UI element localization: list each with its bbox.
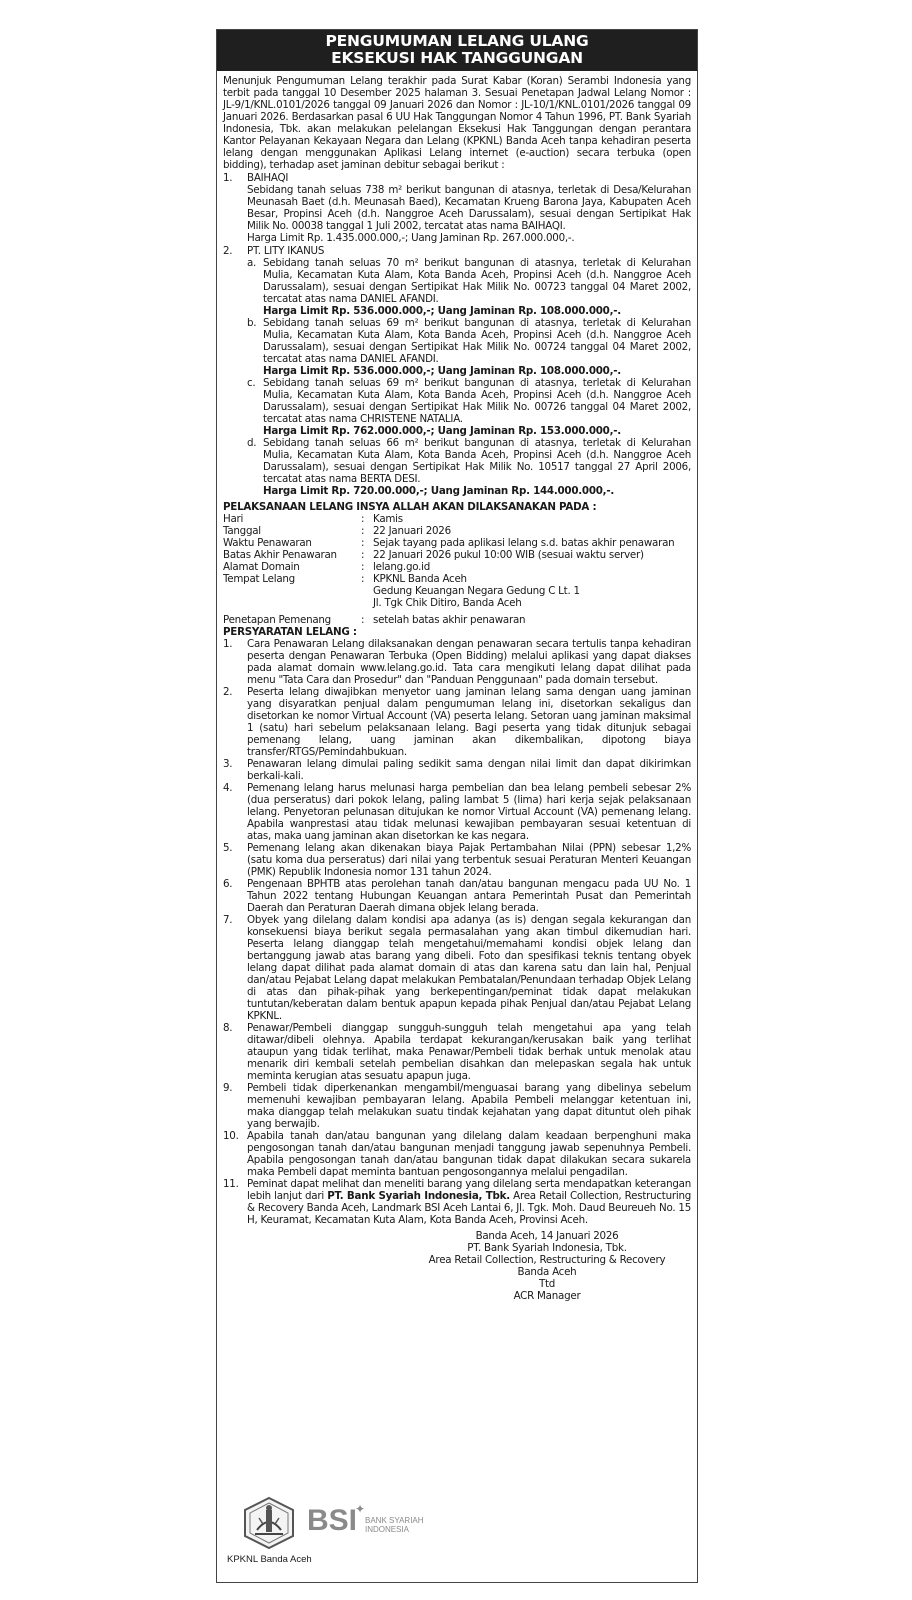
- venue-street: Jl. Tgk Chik Ditiro, Banda Aceh: [373, 597, 522, 609]
- asset-letter: a.: [247, 257, 257, 269]
- title-line-2: EKSEKUSI HAK TANGGUNGAN: [331, 49, 583, 67]
- schedule-row: Hari : Kamis: [223, 513, 691, 525]
- requirement-number: 7.: [223, 914, 233, 926]
- requirement-item: [223, 782, 691, 842]
- requirement-text: Penawar/Pembeli dianggap sungguh-sungguh telah mengetahui apa yang telah ditawar/dibeli olehnya. Apabila terdapat kekurangan/kerusakan baik yang terlihat ataupun yang tidak terlihat, maka Penawar/Pembeli tidak berhak untuk menolak atau menarik diri kembali setelah pembelian disahkan dan melepaskan segala hak untuk meminta kerugian atas sesuatu apapun juga.: [247, 1022, 691, 1082]
- requirement-item: [223, 1022, 691, 1082]
- bsi-subtitle-line-1: BANK SYARIAH: [365, 1516, 424, 1525]
- debtor-name: PT. LITY IKANUS: [247, 245, 325, 257]
- asset-description: Sebidang tanah seluas 738 m² berikut bangunan di atasnya, terletak di Desa/Kelurahan Meunasah Baet (d.h. Meunasah Baed), Kecamatan Krueng Barona Jaya, Kabupaten Aceh Besar, Propinsi Aceh (d.h. Nanggroe Aceh Darussalam), sesuai dengan Sertipikat Hak Milik No. 00038 tanggal 1 Juli 2002, tercatat atas nama BAIHAQI.: [247, 184, 691, 232]
- bsi-wordmark: BSI: [307, 1504, 358, 1537]
- debtor-item: [223, 172, 691, 244]
- schedule-label: Waktu Penawaran: [223, 537, 312, 549]
- requirement-item: [223, 914, 691, 1022]
- signature-block: [403, 1230, 691, 1302]
- asset-sub-item: [247, 377, 691, 437]
- debtor-number: 2.: [223, 245, 233, 257]
- schedule-row: Batas Akhir Penawaran : 22 Januari 2026 pukul 10:00 WIB (sesuai waktu server): [223, 549, 691, 561]
- schedule-heading: PELAKSANAAN LELANG INSYA ALLAH AKAN DILAKSANAKAN PADA :: [223, 501, 597, 513]
- schedule-row: Waktu Penawaran : Sejak tayang pada aplikasi lelang s.d. batas akhir penawaran: [223, 537, 691, 549]
- signature-place-date: Banda Aceh, 14 Januari 2026: [475, 1230, 619, 1242]
- requirement-text: Pembeli tidak diperkenankan mengambil/menguasai barang yang dibelinya sebelum memenuhi kewajiban pembayaran lelang. Apabila Pembeli melanggar ketentuan ini, maka dianggap telah melakukan suatu tindak kejahatan yang dapat dituntut oleh pihak yang berwajib.: [247, 1082, 691, 1130]
- requirement-item: [223, 1178, 691, 1226]
- schedule-label: Alamat Domain: [223, 561, 300, 573]
- schedule-label: Batas Akhir Penawaran: [223, 549, 337, 561]
- requirement-text: [247, 1178, 691, 1226]
- schedule-value: lelang.go.id: [373, 561, 431, 573]
- requirement-number: 3.: [223, 758, 233, 770]
- requirement-text: Pemenang lelang akan dikenakan biaya Pajak Pertambahan Nilai (PPN) sebesar 1,2% (satu koma dua perseratus) dari nilai yang terbentuk sesuai Peraturan Menteri Keuangan (PMK) Republik Indonesia nomor 131 tahun 2024.: [247, 842, 691, 878]
- requirement-text: Pengenaan BPHTB atas perolehan tanah dan/atau bangunan mengacu pada UU No. 1 Tahun 2022 tentang Hubungan Keuangan antara Pemerintah Pusat dan Pemerintah Daerah dan Peraturan Daerah dimana objek lelang berada.: [247, 878, 691, 914]
- asset-letter: c.: [247, 377, 256, 389]
- signature-company: PT. Bank Syariah Indonesia, Tbk.: [467, 1242, 627, 1254]
- debtor-item: [223, 245, 691, 497]
- requirement-number: 10.: [223, 1130, 239, 1142]
- schedule-value: 22 Januari 2026: [373, 525, 451, 537]
- signature-role: ACR Manager: [513, 1290, 581, 1302]
- requirement-number: 6.: [223, 878, 233, 890]
- schedule-label: Hari: [223, 513, 244, 525]
- bsi-subtitle-line-2: INDONESIA: [365, 1525, 410, 1534]
- title-banner: [217, 30, 697, 71]
- announcement-content: [217, 71, 697, 1302]
- schedule-label: Tempat Lelang: [223, 573, 295, 585]
- schedule-value: Kamis: [373, 513, 403, 525]
- requirement-text: Penawaran lelang dimulai paling sedikit sama dengan nilai limit dan dapat dikirimkan berkali-kali.: [247, 758, 691, 782]
- requirement-number: 2.: [223, 686, 233, 698]
- asset-sub-item: [247, 437, 691, 497]
- requirement-text: Obyek yang dilelang dalam kondisi apa adanya (as is) dengan segala kekurangan dan konsekuensi biaya berikut segala permasalahan yang akan timbul dikemudian hari. Peserta lelang dianggap telah mengetahui/memahami kondisi objek lelang dan bertanggung jawab atas barang yang dibeli. Foto dan spesifikasi teknis tentang obyek lelang dapat dilihat pada alamat domain di atas dan karena satu dan lain hal, Penjual dan/atau Pejabat Lelang dapat melakukan Pembatalan/Penundaan terhadap Objek Lelang di atas dan pihak-pihak yang berkepentingan/peminat tidak dapat melakukan tuntutan/keberatan dalam bentuk apapun kepada pihak Penjual dan/atau Pejabat Lelang KPKNL.: [247, 914, 691, 1022]
- schedule-label: Penetapan Pemenang: [223, 614, 331, 626]
- schedule-row: Penetapan Pemenang : setelah batas akhir penawaran: [223, 614, 691, 626]
- requirements-heading: PERSYARATAN LELANG :: [223, 626, 357, 638]
- schedule-value: setelah batas akhir penawaran: [373, 614, 526, 626]
- requirement-item: [223, 1082, 691, 1130]
- requirement-item: [223, 878, 691, 914]
- requirement-number: 8.: [223, 1022, 233, 1034]
- schedule-value: 22 Januari 2026 pukul 10:00 WIB (sesuai waktu server): [373, 549, 644, 561]
- intro-paragraph: Menunjuk Pengumuman Lelang terakhir pada Surat Kabar (Koran) Serambi Indonesia yang terbit pada tanggal 10 Desember 2025 halaman 3. Sesuai Penetapan Jadwal Lelang Nomor : JL-9/1/KNL.0101/2026 tanggal 09 Januari 2026 dan Nomor : JL-10/1/KNL.0101/2026 tanggal 09 Januari 2026. Berdasarkan pasal 6 UU Hak Tanggungan Nomor 4 Tahun 1996, PT. Bank Syariah Indonesia, Tbk. akan melakukan pelelangan Eksekusi Hak Tanggungan dengan perantara Kantor Pelayanan Kekayaan Negara dan Lelang (KPKNL) Banda Aceh tanpa kehadiran peserta lelang dengan menggunakan Aplikasi Lelang internet (e-auction) secara terbuka (open bidding), terhadap aset jaminan debitur sebagai berikut :: [223, 75, 691, 171]
- asset-sub-item: [247, 317, 691, 377]
- asset-price: Harga Limit Rp. 720.00.000,-; Uang Jaminan Rp. 144.000.000,-.: [263, 485, 615, 497]
- announcement-frame: [216, 29, 698, 1583]
- asset-price: Harga Limit Rp. 1.435.000.000,-; Uang Jaminan Rp. 267.000.000,-.: [247, 232, 575, 244]
- asset-description: Sebidang tanah seluas 69 m² berikut bangunan di atasnya, terletak di Kelurahan Mulia, Kecamatan Kuta Alam, Kota Banda Aceh, Propinsi Aceh (d.h. Nanggroe Aceh Darussalam), sesuai dengan Sertipikat Hak Milik No. 00724 tanggal 04 Maret 2002, tercatat atas nama DANIEL AFANDI.: [263, 317, 691, 365]
- requirement-number: 4.: [223, 782, 233, 794]
- bsi-subtitle: [365, 1516, 424, 1534]
- star-icon: ✦: [355, 1502, 366, 1516]
- requirement-item: [223, 758, 691, 782]
- debtor-name: BAIHAQI: [247, 172, 289, 184]
- bank-name: PT. Bank Syariah Indonesia, Tbk.: [327, 1190, 510, 1202]
- requirement-text: Pemenang lelang harus melunasi harga pembelian dan bea lelang pembeli sebesar 2% (dua perseratus) dari pokok lelang, paling lambat 5 (lima) hari kerja sejak pelaksanaan lelang. Penyetoran pelunasan ditujukan ke nomor Virtual Account (VA) pemenang lelang. Apabila wanprestasi atau tidak melunasi kewajiban pembayaran sesuai ketentuan di atas, maka uang jaminan akan disetorkan ke kas negara.: [247, 782, 691, 842]
- asset-letter: b.: [247, 317, 257, 329]
- asset-price: Harga Limit Rp. 762.000.000,-; Uang Jaminan Rp. 153.000.000,-.: [263, 425, 621, 437]
- requirement-item: [223, 842, 691, 878]
- signature-unit: Area Retail Collection, Restructuring & Recovery: [428, 1254, 666, 1266]
- bsi-logo: [307, 1504, 427, 1544]
- requirement-item: [223, 686, 691, 758]
- asset-letter: d.: [247, 437, 257, 449]
- requirement-number: 11.: [223, 1178, 239, 1190]
- asset-description: Sebidang tanah seluas 66 m² berikut bangunan di atasnya, terletak di Kelurahan Mulia, Kecamatan Kuta Alam, Kota Banda Aceh, Propinsi Aceh (d.h. Nanggroe Aceh Darussalam), sesuai dengan Sertipikat Hak Milik No. 10517 tanggal 27 April 2006, tercatat atas nama BERTA DESI.: [263, 437, 691, 485]
- schedule-value: KPKNL Banda Aceh: [373, 573, 467, 585]
- requirement-text: Apabila tanah dan/atau bangunan yang dilelang dalam keadaan berpenghuni maka pengosongan tanah dan/atau bangunan menjadi tanggung jawab sepenuhnya Pembeli. Apabila pengosongan tanah dan/atau bangunan tidak dapat dilakukan secara sukarela maka Pembeli dapat meminta bantuan pengosongannya melalui pengadilan.: [247, 1130, 691, 1178]
- venue-building: Gedung Keuangan Negara Gedung C Lt. 1: [373, 585, 580, 597]
- schedule-row: Tanggal : 22 Januari 2026: [223, 525, 691, 537]
- requirement-number: 5.: [223, 842, 233, 854]
- requirement-item: [223, 1130, 691, 1178]
- requirement-item: [223, 638, 691, 686]
- requirement-number: 9.: [223, 1082, 233, 1094]
- schedule-label: Tanggal: [223, 525, 261, 537]
- signature-city: Banda Aceh: [517, 1266, 577, 1278]
- asset-sub-item: [247, 257, 691, 317]
- logos-area: [223, 1494, 433, 1574]
- asset-price: Harga Limit Rp. 536.000.000,-; Uang Jaminan Rp. 108.000.000,-.: [263, 365, 621, 377]
- kpknl-caption: KPKNL Banda Aceh: [227, 1554, 312, 1565]
- requirement-text-pre: Peminat dapat melihat dan meneliti barang yang dilelang serta mendapatkan keterangan lebih lanjut dari: [247, 1178, 691, 1202]
- requirement-number: 1.: [223, 638, 233, 650]
- requirement-text-post: Area Retail Collection, Restructuring & Recovery Banda Aceh, Landmark BSI Aceh Lantai 6, Jl. Tgk. Moh. Daud Beureueh No. 15 H, Keuramat, Kecamatan Kuta Alam, Kota Banda Aceh, Provinsi Aceh.: [247, 1190, 691, 1226]
- asset-description: Sebidang tanah seluas 70 m² berikut bangunan di atasnya, terletak di Kelurahan Mulia, Kecamatan Kuta Alam, Kota Banda Aceh, Propinsi Aceh (d.h. Nanggroe Aceh Darussalam), sesuai dengan Sertipikat Hak Milik No. 00723 tanggal 04 Maret 2002, tercatat atas nama DANIEL AFANDI.: [263, 257, 691, 305]
- signature-ttd: Ttd: [538, 1278, 556, 1290]
- asset-price: Harga Limit Rp. 536.000.000,-; Uang Jaminan Rp. 108.000.000,-.: [263, 305, 621, 317]
- schedule-row: Alamat Domain : lelang.go.id: [223, 561, 691, 573]
- title-line-1: PENGUMUMAN LELANG ULANG: [325, 32, 589, 50]
- kemenkeu-emblem-icon: [241, 1496, 297, 1550]
- asset-description: Sebidang tanah seluas 69 m² berikut bangunan di atasnya, terletak di Kelurahan Mulia, Kecamatan Kuta Alam, Kota Banda Aceh, Propinsi Aceh (d.h. Nanggroe Aceh Darussalam), sesuai dengan Sertipikat Hak Milik No. 00726 tanggal 04 Maret 2002, tercatat atas nama CHRISTENE NATALIA.: [263, 377, 691, 425]
- debtor-number: 1.: [223, 172, 233, 184]
- schedule-value: Sejak tayang pada aplikasi lelang s.d. batas akhir penawaran: [373, 537, 675, 549]
- requirement-text: Peserta lelang diwajibkan menyetor uang jaminan lelang sama dengan uang jaminan yang disyaratkan penjual dalam pengumuman lelang ini, disetorkan sekaligus dan disetorkan ke nomor Virtual Account (VA) peserta lelang. Setoran uang jaminan maksimal 1 (satu) hari sebelum pelaksanaan lelang. Bagi peserta yang tidak ditunjuk sebagai pemenang lelang, uang jaminan akan dikembalikan, dipotong biaya transfer/RTGS/Pemindahbukuan.: [247, 686, 691, 758]
- schedule-row: Tempat Lelang : KPKNL Banda Aceh Gedung Keuangan Negara Gedung C Lt. 1 Jl. Tgk Chik Ditiro, Banda Aceh: [223, 573, 691, 609]
- requirement-text: Cara Penawaran Lelang dilaksanakan dengan penawaran secara tertulis tanpa kehadiran peserta dengan Penawaran Terbuka (Open Bidding) melalui aplikasi yang dapat diakses pada alamat domain www.lelang.go.id. Tata cara mengikuti lelang dapat dilihat pada menu "Tata Cara dan Prosedur" dan "Panduan Penggunaan" pada domain tersebut.: [247, 638, 691, 686]
